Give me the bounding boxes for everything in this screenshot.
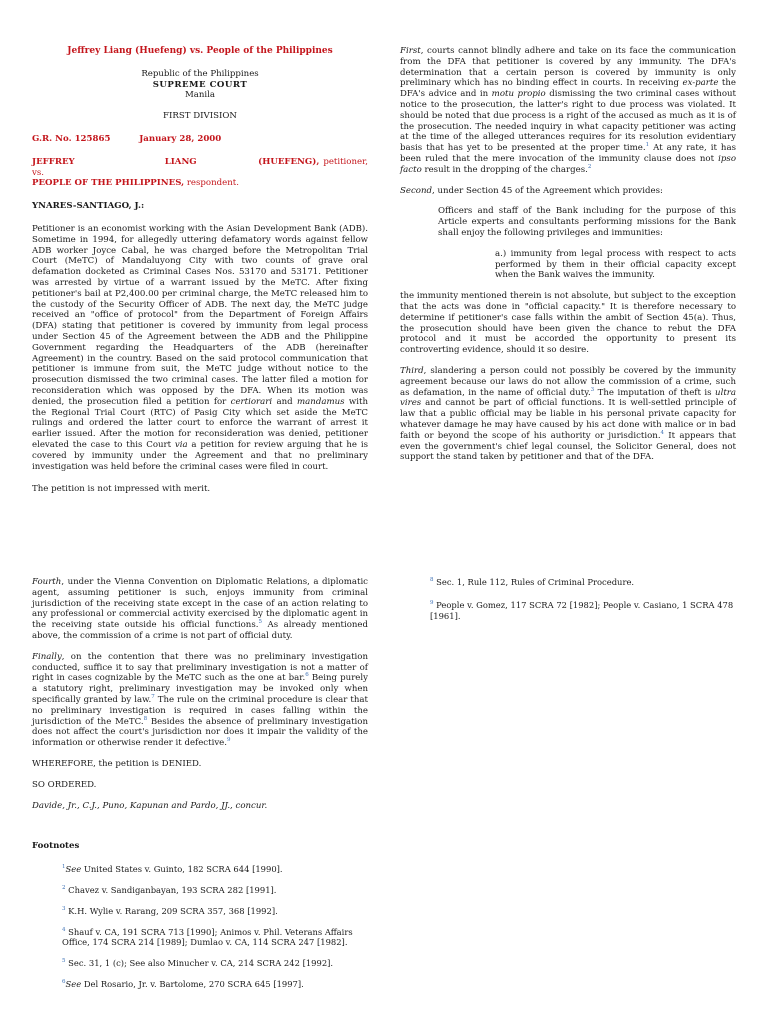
party1-alias: (HUEFENG), [258,156,320,167]
versus: vs. [32,167,44,178]
footnote-ref[interactable]: 8 [143,715,148,722]
left-column-bottom [32,577,368,1000]
footnote-ref[interactable]: 9 [227,737,231,744]
agreement-quote: Officers and staff of the Bank including for the purpose of this Article experts and consultants performing missions for the Bank shall enjoy the following privileges and immunities: [438,206,736,238]
footnote-item: $^4$ Shauf v. CA, 191 SCRA 713 [1990]; Animos v. Phil. Veterans Affairs Office, 174 SCRA 214 [1989]; Dumlao v. CA, 114 SCRA 247 [1982]. [62,926,353,948]
gr-number: G.R. No. 125865 [32,133,111,144]
footnote-item: $^3$ K.H. Wylie v. Rarang, 209 SCRA 357, 368 [1992]. [62,905,278,916]
second-ground: Second, under Section 45 of the Agreement which provides: [400,185,663,196]
footnote-backlink[interactable]: 8 [430,577,434,584]
footnotes-list [32,864,368,990]
footnote-ref[interactable]: 7 [151,694,155,701]
party1-first: JEFFREY [32,156,75,167]
decision-date: January 28, 2000 [139,133,222,144]
ponente: YNARES-SANTIAGO, J.: [32,201,145,212]
footnote-item: $^6$See Del Rosario, Jr. v. Bartolome, 270 SCRA 645 [1997]. [62,978,304,989]
parties-line [32,157,368,168]
party1-last: LIANG [164,156,197,167]
footnotes-heading: Footnotes [32,841,80,852]
right-column-top [400,46,736,471]
facts-paragraph: Petitioner is an economist working with the Asian Development Bank (ADB). Sometime in 1994, for allegedly uttering defamatory words against fellow ADB worker Joyce Cabal, he was charged before the Metropolitan Trial Court (MeTC) of Mandaluyong City with two counts of grave oral defamation docketed as Criminal Cases Nos. 53170 and 53171. Petitioner was arrested by virtue of a warrant issued by the MeTC. After fixing petitioner's bail at P2,400.00 per criminal charge, the MeTC released him to the custody of the Security Officer of ADB. The next day, the MeTC judge received an "office of protocol" from the Department of Foreign Affairs (DFA) stating that petitioner is covered by immunity from legal process under Section 45 of the Agreement between the ADB and the Philippine Government regarding the Headquarters of the ADB (hereinafter Agreement) in the country. Based on the said protocol communication that petitioner is immune from suit, the MeTC judge without notice to the prosecution dismissed the two criminal cases. The latter filed a motion for reconsideration which was opposed by the DFA. When its motion was denied, the prosecution filed a petition for certiorari and mandamus with the Regional Trial Court (RTC) of Pasig City which set aside the MeTC rulings and ordered the latter court to enforce the warrant of arrest it earlier issued. After the motion for reconsideration was denied, petitioner elevated the case to this Court via a petition for review arguing that he is covered by immunity under the Agreement and that no preliminary investigation was held before the criminal cases were filed in court. [32,223,368,472]
not-impressed: The petition is not impressed with merit. [32,484,211,495]
footnote-ref[interactable]: 6 [305,672,309,679]
division: FIRST DIVISION [163,111,237,122]
footnote-backlink[interactable]: 3 [62,905,66,912]
party2: PEOPLE OF THE PHILIPPINES, [32,178,185,189]
footnote-backlink[interactable]: 4 [62,926,66,933]
court-name: SUPREME COURT [152,79,248,90]
footnote-ref[interactable]: 3 [590,386,595,393]
so-ordered: SO ORDERED. [32,779,97,790]
footnote-ref[interactable]: 5 [258,619,262,626]
footnote-item: $^1$See United States v. Guinto, 182 SCRA 644 [1990]. [62,864,283,875]
republic-line: Republic of the Philippines [141,68,259,79]
left-column-top [32,46,368,503]
immunity-paragraph: the immunity mentioned therein is not absolute, but subject to the exception that the acts was done in "official capacity." It is therefore necessary to determine if petitioner's case falls within the ambit of Section 45(a). Thus, the prosecution should have been given the chance to rebut the DFA protocol and it must be accorded the opportunity to present its controverting evidence, should it so desire. [400,291,736,356]
third-ground: Third, slandering a person could not possibly be covered by the immunity agreement because our laws do not allow the commission of a crime, such as defamation, in the name of official duty.$^3$ The imputation of theft is ultra vires and cannot be part of official functions. It is well-settled principle of law that a public official may be liable in his personal private capacity for whatever damage he may have caused by his act done with malice or in bad faith or beyond the scope of his authority or jurisdiction.$^4$ It appears that even the government's chief legal counsel, the Solicitor General, does not support the stand taken by petitioner and that of the DFA. [400,365,736,463]
footnote-item: $^8$ Sec. 1, Rule 112, Rules of Criminal Procedure. [430,577,635,587]
court-city: Manila [184,90,216,101]
footnote-ref[interactable]: 1 [645,142,650,149]
party1-role: petitioner, [323,156,368,167]
party2-role: respondent. [186,178,239,189]
footnote-item: $^5$ Sec. 31, 1 (c); See also Minucher v. CA, 214 SCRA 242 [1992]. [62,958,334,969]
case-title[interactable]: Jeffrey Liang (Huefeng) vs. People of the Philippines [67,46,333,56]
fourth-ground: Fourth, under the Vienna Convention on Diplomatic Relations, a diplomatic agent, assuming petitioner is such, enjoys immunity from criminal jurisdiction of the receiving state except in the case of an action relating to any professional or commercial activity exercised by the diplomatic agent in the receiving state outside his official functions.$^5$ As already mentioned above, the commission of a crime is not part of official duty. [32,577,368,641]
agreement-quote-item: a.) immunity from legal process with respect to acts performed by them in their official capacity except when the Bank waives the immunity. [495,248,736,281]
footnote-backlink[interactable]: 1 [62,864,66,871]
finally-ground: Finally, on the contention that there was no preliminary investigation conducted, suffice it to say that preliminary investigation is not a matter of right in cases cognizable by the MeTC such as the one at bar.$^6$ Being purely a statutory right, preliminary investigation may be invoked only when specifically granted by law.$^7$ The rule on the criminal procedure is clear that no preliminary investigation is required in cases falling within the jurisdiction of the MeTC.$^8$ Besides the absence of preliminary investigation does not affect the court's jurisdiction nor does it impair the validity of the information or otherwise render it defective.$^9$ [32,651,369,749]
footnote-backlink[interactable]: 6 [62,979,66,986]
wherefore: WHEREFORE, the petition is DENIED. [32,758,202,769]
concurrence: Davide, Jr., C.J., Puno, Kapunan and Pardo, JJ., concur. [32,800,268,811]
footnote-item: $^2$ Chavez v. Sandiganbayan, 193 SCRA 282 [1991]. [62,884,277,895]
footnote-backlink[interactable]: 2 [62,885,66,892]
footnote-item: $^9$ People v. Gomez, 117 SCRA 72 [1982]; People v. Casiano, 1 SCRA 478 [1961]. [430,599,734,621]
first-ground: First, courts cannot blindly adhere and take on its face the communication from the DFA that petitioner is covered by any immunity. The DFA's determination that a certain person is covered by immunity is only preliminary which has no binding effect in courts. In receiving ex-parte the DFA's advice and in motu propio dismissing the two criminal cases without notice to the prosecution, the latter's right to due process was violated. It should be noted that due process is a right of the accused as much as it is of the prosecution. The needed inquiry in what capacity petitioner was acting at the time of the alleged utterances requires for its resolution evidentiary basis that has yet to be presented at the proper time.$^1$ At any rate, it has been ruled that the mere invocation of the immunity clause does not ipso facto result in the dropping of the charges.$^2$ [400,46,737,175]
footnote-backlink[interactable]: 5 [62,958,66,965]
footnote-ref[interactable]: 4 [660,429,665,436]
footnote-ref[interactable]: 2 [587,163,592,170]
right-column-bottom [400,577,736,631]
footnote-backlink[interactable]: 9 [430,600,434,606]
